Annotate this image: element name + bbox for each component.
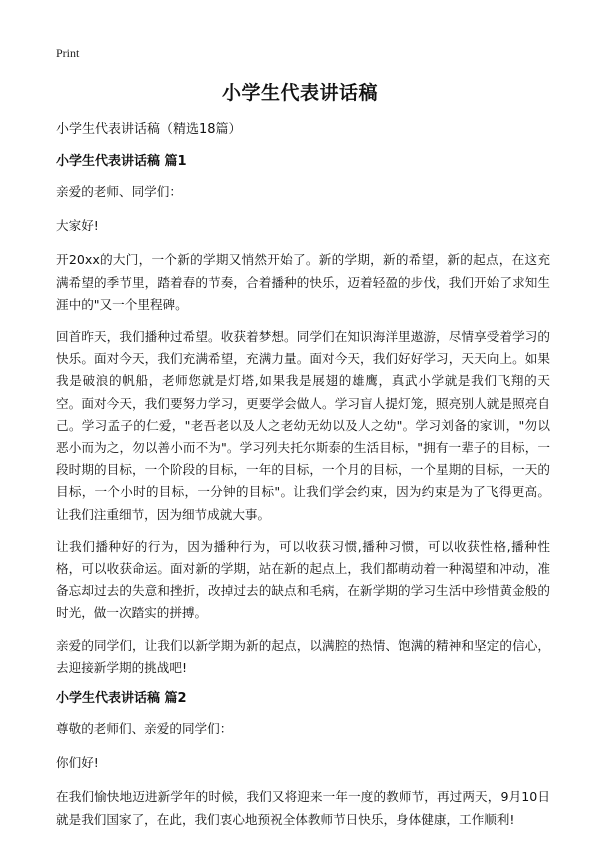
body-paragraph: 在我们愉快地迈进新学年的时候，我们又将迎来一年一度的教师节，再过两天，9月10日就是我们国家了，在此，我们衷心地预祝全体教师节日快乐，身体健康，工作顺利! xyxy=(56,789,550,827)
page-title: 小学生代表讲话稿 xyxy=(221,82,378,104)
greeting: 你们好! xyxy=(56,755,99,771)
salutation: 尊敬的老师们、亲爱的同学们： xyxy=(56,721,233,737)
document-body xyxy=(56,120,550,841)
section-heading: 小学生代表讲话稿 篇2 xyxy=(56,691,187,707)
body-paragraph: 让我们播种好的行为，因为播种行为，可以收获习惯,播种习惯，可以收获性格,播种性格，可以收获命运。面对新的学期，站在新的起点上，我们都萌动着一种渴望和冲动，准备忘却过去的失意和挫折，改掉过去的缺点和毛病，在新学期的学习生活中珍惜黄金般的时光，做一次踏实的拼搏。 xyxy=(56,538,550,621)
body-paragraph: 开20xx的大门，一个新的学期又悄然开始了。新的学期，新的希望，新的起点，在这充满希望的季节里，踏着春的节奏，合着播种的快乐，迈着轻盈的步伐，我们开始了求知生涯中的"又一个里程碑。 xyxy=(56,252,550,312)
salutation: 亲爱的老师、同学们： xyxy=(56,184,182,199)
body-paragraph: 亲爱的同学们，让我们以新学期为新的起点，以满腔的热情、饱满的精神和坚定的信心，去迎接新学期的挑战吧! xyxy=(56,637,550,675)
body-paragraph: 回首昨天，我们播种过希望。收获着梦想。同学们在知识海洋里遨游，尽情享受着学习的快乐。面对今天，我们充满希望，充满力量。面对今天，我们好好学习，天天向上。如果我是破浪的帆船，老师您就是灯塔,如果我是展翅的雄鹰，真武小学就是我们飞翔的天空。面对今天，我们要努力学习，更要学会做人。学习盲人提灯笼，照亮别人就是照亮自己。学习孟子的仁爱，"老吾老以及人之老幼无幼以及人之幼"。学习刘备的家训，"勿以恶小而为之，勿以善小而不为"。学习列夫托尔斯泰的生活目标，"拥有一辈子的目标，一段时期的目标，一个阶段的目标，一年的目标，一个月的目标，一个星期的目标，一天的目标，一个小时的目标，一分钟的目标"。让我们学会约束，因为约束是为了飞得更高。让我们注重细节，因为细节成就大事。 xyxy=(56,329,550,522)
print-link[interactable]: Print xyxy=(56,46,80,60)
greeting: 大家好! xyxy=(56,218,99,234)
section-heading: 小学生代表讲话稿 篇1 xyxy=(56,154,187,169)
document-subtitle: 小学生代表讲话稿（精选18篇） xyxy=(56,122,242,137)
